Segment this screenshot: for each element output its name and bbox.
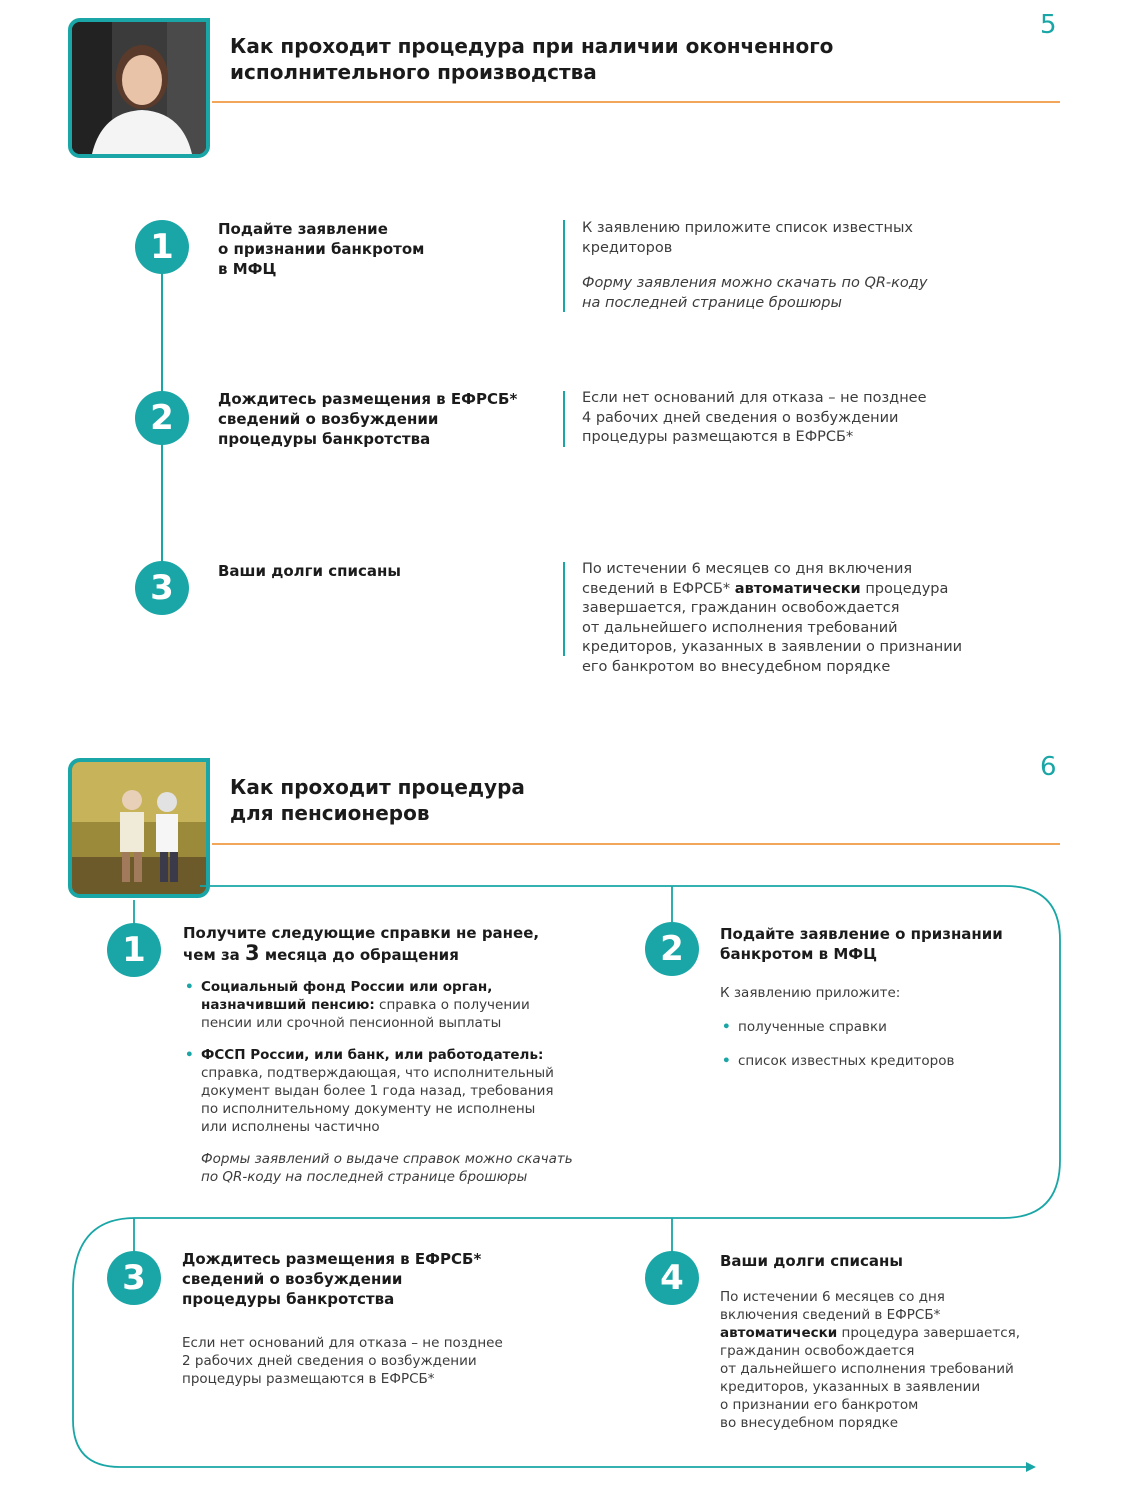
page5-title: Как проходит процедура при наличии оконченного исполнительного производства: [230, 34, 834, 84]
page6-step4-title: Ваши долги списаны: [720, 1252, 903, 1270]
page5-step3-note: По истечении 6 месяцев со дня включения сведений в ЕФРСБ* автоматически процедура завершается, гражданин освобождается от дальнейшего исполнения требований кредиторов, указанных в заявлении о признании его банкротом во внесудебном порядке: [582, 561, 963, 675]
page6-step3-note: Если нет оснований для отказа – не позднее 2 рабочих дней сведения о возбуждении процедуры размещаются в ЕФРСБ*: [182, 1335, 503, 1387]
page5-step1-note: К заявлению приложите список известных кредиторов Форму заявления можно скачать по QR-коду на последней странице брошюры: [582, 220, 928, 311]
page6-step2-title: Подайте заявление о признании банкротом в МФЦ: [720, 925, 1003, 963]
page6-step3-title: Дождитесь размещения в ЕФРСБ* сведений о возбуждении процедуры банкротства: [182, 1250, 482, 1308]
page6-step4-number: 4: [645, 1251, 699, 1305]
page5-step1-number: 1: [135, 220, 189, 274]
page5-step2-note: Если нет оснований для отказа – не позднее 4 рабочих дней сведения о возбуждении процедуры размещаются в ЕФРСБ*: [582, 390, 927, 445]
page6-step1-italic-note: Формы заявлений о выдаче справок можно скачать по QR-коду на последней странице брошюры: [201, 1151, 573, 1185]
page5-number: 5: [1040, 10, 1057, 40]
page6-step4-note: По истечении 6 месяцев со дня включения сведений в ЕФРСБ* автоматически процедура завершается, гражданин освобождается от дальнейшего исполнения требований кредиторов, указанных в заявлении о признании его банкротом во внесудебном порядке: [720, 1289, 1021, 1431]
page6-step1-bullet2: • ФССП России, или банк, или работодатель: справка, подтверждающая, что исполнительный документ выдан более 1 года назад, требования по исполнительному документу не исполнены или исполнены частично: [183, 1046, 613, 1136]
page6-title: Как проходит процедура для пенсионеров: [230, 775, 525, 825]
page5-step2-number: 2: [135, 391, 189, 445]
page5-step3-title: Ваши долги списаны: [218, 562, 401, 580]
page6-step3-number: 3: [107, 1251, 161, 1305]
page6-step2-bullet1: • полученные справки: [720, 1018, 1040, 1036]
page6-step2-details: К заявлению приложите: • полученные справки • список известных кредиторов: [720, 984, 1040, 1070]
page5-step2-title: Дождитесь размещения в ЕФРСБ* сведений о возбуждении процедуры банкротства: [218, 390, 518, 448]
page6-step1-title: Получите следующие справки не ранее, чем за 3 месяца до обращения: [183, 924, 540, 965]
page6-step2-bullet2: • список известных кредиторов: [720, 1052, 1040, 1070]
page6-step2-number: 2: [645, 922, 699, 976]
page5-step3-number: 3: [135, 561, 189, 615]
page5-step1-title: Подайте заявление о признании банкротом в МФЦ: [218, 220, 425, 278]
page6-step1-bullet1: • Социальный фонд России или орган, назначивший пенсию: справка о получении пенсии или срочной пенсионной выплаты: [183, 978, 613, 1032]
page6-step1-details: [183, 978, 613, 1186]
page6-number: 6: [1040, 752, 1057, 782]
page6-step1-number: 1: [107, 923, 161, 977]
